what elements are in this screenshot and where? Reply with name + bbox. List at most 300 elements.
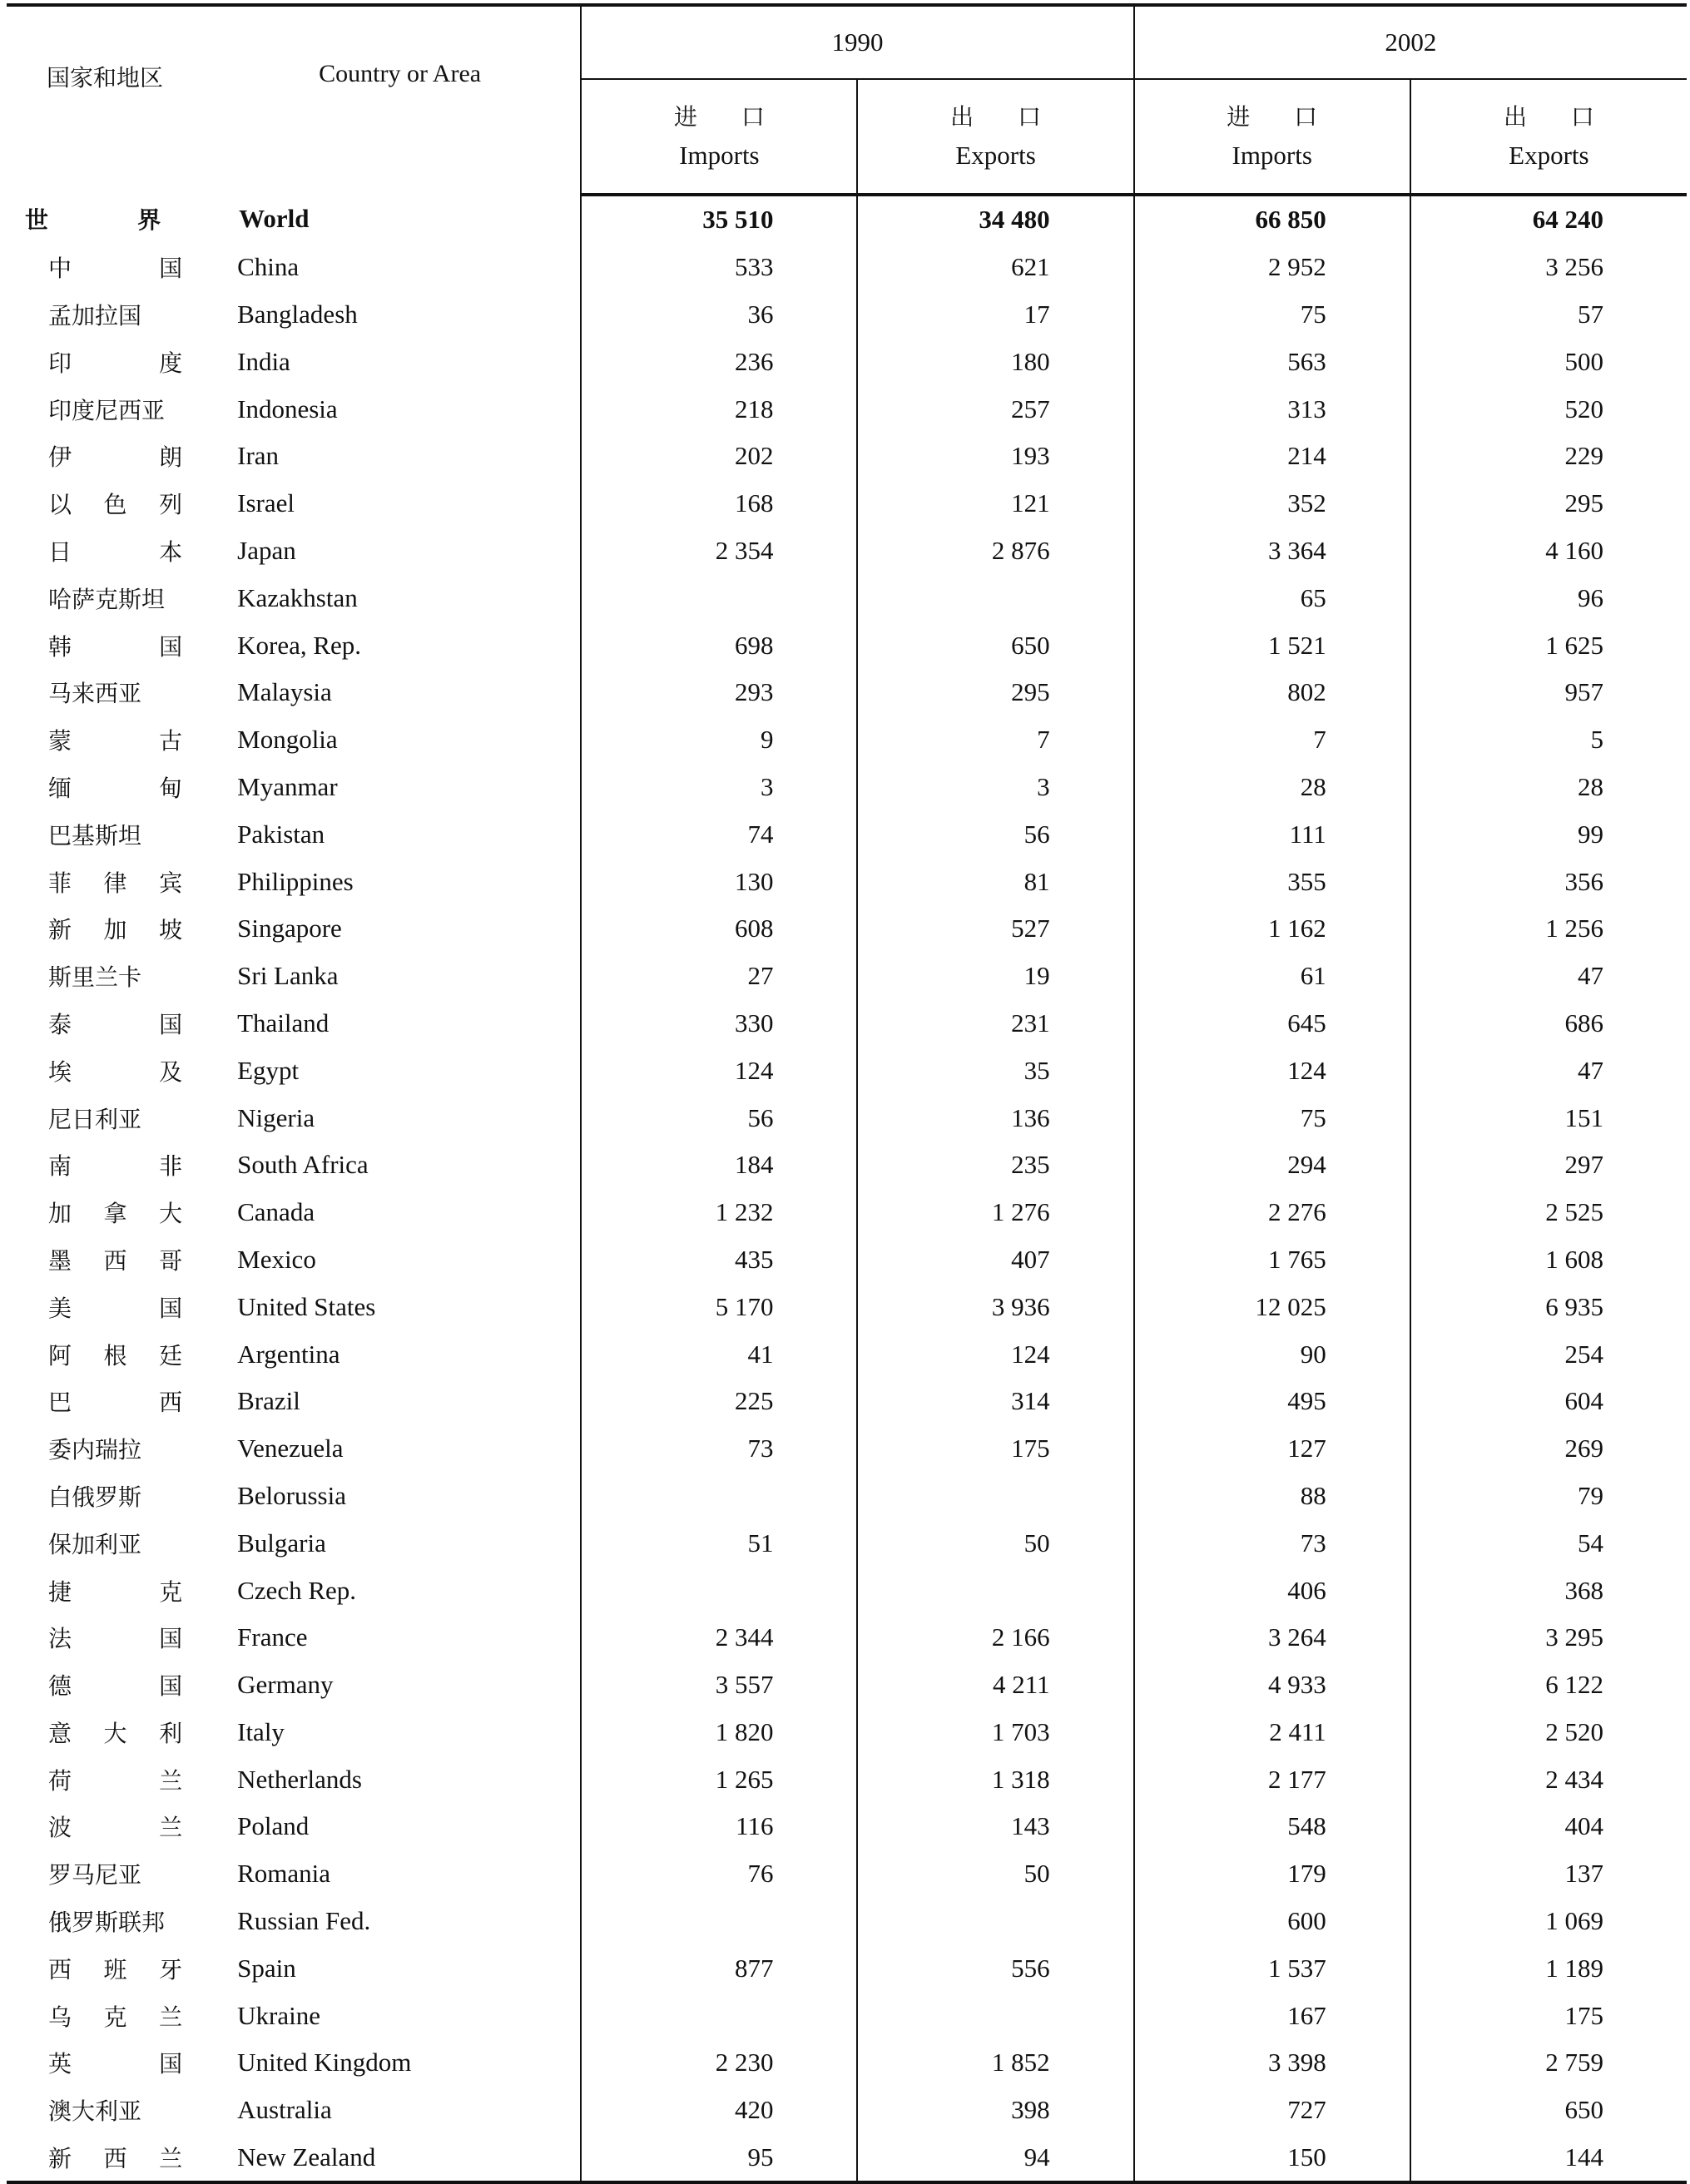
cell-name-en: Egypt	[237, 1055, 300, 1085]
table-row	[7, 1567, 1687, 1614]
cell-imports-1990: 877	[581, 1944, 857, 1992]
cell-exports-2002: 96	[1410, 574, 1687, 622]
cell-name-en: Spain	[237, 1953, 296, 1983]
cell-exports-2002: 269	[1410, 1425, 1687, 1473]
cell-name-cn: 新西兰	[7, 2134, 235, 2183]
cell-name-en: Japan	[237, 535, 296, 565]
cell-exports-1990: 121	[857, 480, 1133, 527]
cell-name-cn: 保加利亚	[48, 1530, 142, 1558]
cell-exports-1990: 2 166	[857, 1614, 1133, 1662]
table-row	[7, 1330, 1687, 1378]
cell-exports-2002: 144	[1410, 2134, 1687, 2183]
cell-imports-1990: 116	[581, 1803, 857, 1850]
cell-exports-1990: 295	[857, 669, 1133, 716]
cell-name-en: Indonesia	[237, 394, 338, 423]
cell-exports-1990: 3 936	[857, 1283, 1133, 1330]
header-exports-1990	[857, 79, 1133, 195]
cell-exports-2002: 79	[1410, 1473, 1687, 1520]
cell-imports-1990	[581, 574, 857, 622]
cell-exports-2002: 99	[1410, 810, 1687, 858]
cell-name-cn: 巴基斯坦	[48, 821, 142, 849]
table-header	[7, 5, 1687, 195]
cell-imports-1990: 36	[581, 291, 857, 339]
table-row	[7, 480, 1687, 527]
table-row	[7, 1473, 1687, 1520]
table-row	[7, 1142, 1687, 1189]
table-row	[7, 1614, 1687, 1662]
cell-imports-2002: 645	[1134, 1000, 1410, 1047]
table-row	[7, 574, 1687, 622]
cell-imports-2002: 355	[1134, 858, 1410, 905]
table-row	[7, 1047, 1687, 1094]
cell-imports-2002: 802	[1134, 669, 1410, 716]
cell-imports-2002: 28	[1134, 764, 1410, 811]
header-row-years	[7, 5, 1687, 79]
cell-imports-1990: 3	[581, 764, 857, 811]
cell-exports-1990: 94	[857, 2134, 1133, 2183]
table-row	[7, 1898, 1687, 1945]
cell-imports-2002: 548	[1134, 1803, 1410, 1850]
cell-name-en: Poland	[237, 1811, 310, 1841]
cell-imports-1990: 130	[581, 858, 857, 905]
cell-imports-1990: 2 354	[581, 527, 857, 575]
cell-imports-1990: 184	[581, 1142, 857, 1189]
cell-imports-1990: 73	[581, 1425, 857, 1473]
cell-name-en: Israel	[237, 488, 295, 518]
cell-imports-2002: 61	[1134, 953, 1410, 1000]
cell-imports-1990: 698	[581, 622, 857, 669]
cell-imports-2002: 65	[1134, 574, 1410, 622]
cell-imports-2002: 214	[1134, 433, 1410, 480]
cell-name-cn: 荷兰	[48, 1766, 183, 1795]
cell-imports-2002: 600	[1134, 1898, 1410, 1945]
cell-exports-1990: 34 480	[857, 195, 1133, 244]
cell-exports-1990	[857, 1567, 1133, 1614]
cell-name-cn: 埃及	[48, 1057, 183, 1086]
cell-name-cn: 韩国	[48, 632, 183, 661]
table-row	[7, 1803, 1687, 1850]
cell-exports-2002: 356	[1410, 858, 1687, 905]
header-year-1990: 1990	[581, 5, 1133, 79]
header-imports-2002	[1134, 79, 1410, 195]
cell-exports-2002: 2 434	[1410, 1756, 1687, 1803]
cell-name-cn: 孟加拉国	[48, 301, 142, 329]
cell-name-cn: 捷克	[48, 1577, 183, 1606]
cell-name-en: United Kingdom	[237, 2048, 412, 2078]
cell-name-en: Italy	[237, 1716, 285, 1746]
header-year-2002: 2002	[1134, 5, 1687, 79]
cell-name-cn: 马来西亚	[48, 680, 142, 708]
cell-name-cn: 菲律宾	[48, 869, 183, 897]
table-row	[7, 669, 1687, 716]
cell-imports-2002: 294	[1134, 1142, 1410, 1189]
table-row	[7, 953, 1687, 1000]
cell-name-en: South Africa	[237, 1150, 369, 1180]
cell-imports-1990: 1 265	[581, 1756, 857, 1803]
cell-exports-1990: 50	[857, 1519, 1133, 1567]
cell-name-en: Venezuela	[237, 1434, 344, 1463]
exports-en-label: Exports	[1509, 141, 1589, 171]
cell-imports-2002: 90	[1134, 1330, 1410, 1378]
cell-exports-1990: 7	[857, 716, 1133, 764]
cell-exports-2002: 175	[1410, 1992, 1687, 2039]
table-row	[7, 291, 1687, 339]
exports-cn-label: 出 口	[1503, 103, 1613, 131]
cell-name-en: Kazakhstan	[237, 582, 358, 612]
cell-imports-2002: 1 521	[1134, 622, 1410, 669]
cell-imports-1990: 533	[581, 244, 857, 291]
cell-name-cn: 墨西哥	[48, 1246, 183, 1275]
table-row	[7, 1378, 1687, 1425]
cell-name-en: Czech Rep.	[237, 1575, 357, 1605]
cell-imports-1990: 420	[581, 2087, 857, 2134]
cell-exports-1990: 2 876	[857, 527, 1133, 575]
table-row	[7, 716, 1687, 764]
header-country-en: Country or Area	[235, 5, 581, 195]
cell-exports-1990	[857, 1473, 1133, 1520]
cell-exports-2002: 3 295	[1410, 1614, 1687, 1662]
cell-exports-1990: 556	[857, 1944, 1133, 1992]
table-row	[7, 622, 1687, 669]
cell-exports-2002: 1 256	[1410, 905, 1687, 953]
cell-exports-1990: 407	[857, 1236, 1133, 1284]
table-row	[7, 2039, 1687, 2087]
cell-imports-2002: 111	[1134, 810, 1410, 858]
table-row	[7, 858, 1687, 905]
cell-imports-1990: 76	[581, 1850, 857, 1898]
cell-name-en: Ukraine	[237, 2000, 320, 2030]
cell-imports-2002: 1 537	[1134, 1944, 1410, 1992]
cell-imports-2002: 2 952	[1134, 244, 1410, 291]
cell-name-cn: 斯里兰卡	[48, 963, 142, 992]
cell-imports-2002: 179	[1134, 1850, 1410, 1898]
cell-name-cn: 南非	[48, 1152, 183, 1181]
table-row	[7, 1662, 1687, 1709]
cell-imports-2002: 127	[1134, 1425, 1410, 1473]
cell-name-cn: 意大利	[48, 1719, 183, 1747]
cell-exports-1990: 314	[857, 1378, 1133, 1425]
cell-imports-1990: 435	[581, 1236, 857, 1284]
cell-name-en: Australia	[237, 2095, 332, 2125]
cell-exports-2002: 686	[1410, 1000, 1687, 1047]
table-row	[7, 1425, 1687, 1473]
table-body	[7, 195, 1687, 2182]
table-row	[7, 1944, 1687, 1992]
cell-imports-1990: 35 510	[581, 195, 857, 244]
cell-exports-1990: 1 852	[857, 2039, 1133, 2087]
exports-cn-label: 出 口	[950, 103, 1060, 131]
cell-imports-2002: 1 765	[1134, 1236, 1410, 1284]
cell-exports-2002: 1 069	[1410, 1898, 1687, 1945]
cell-name-en: Canada	[237, 1197, 315, 1227]
table-row	[7, 764, 1687, 811]
cell-imports-1990: 202	[581, 433, 857, 480]
table-row	[7, 1756, 1687, 1803]
cell-name-cn: 巴西	[48, 1389, 183, 1417]
imports-cn-label: 进 口	[1227, 103, 1336, 131]
cell-exports-1990	[857, 1992, 1133, 2039]
table-row	[7, 244, 1687, 291]
cell-name-cn: 中国	[48, 255, 183, 283]
cell-name-cn: 印度	[48, 349, 183, 377]
cell-imports-1990: 27	[581, 953, 857, 1000]
cell-imports-2002: 563	[1134, 338, 1410, 385]
cell-exports-1990: 35	[857, 1047, 1133, 1094]
cell-exports-1990: 56	[857, 810, 1133, 858]
table-row	[7, 338, 1687, 385]
cell-exports-1990: 398	[857, 2087, 1133, 2134]
header-country-cn: 国家和地区	[7, 5, 235, 195]
cell-imports-2002: 66 850	[1134, 195, 1410, 244]
header-imports-1990	[581, 79, 857, 195]
cell-name-cn: 乌克兰	[48, 2003, 183, 2031]
cell-exports-1990: 50	[857, 1850, 1133, 1898]
cell-name-en: Pakistan	[237, 819, 325, 849]
cell-imports-1990: 236	[581, 338, 857, 385]
cell-imports-1990: 168	[581, 480, 857, 527]
cell-name-cn: 新加坡	[48, 916, 183, 944]
cell-exports-2002: 57	[1410, 291, 1687, 339]
cell-name-en: China	[237, 252, 300, 282]
cell-name-cn: 尼日利亚	[48, 1105, 142, 1133]
cell-exports-2002: 254	[1410, 1330, 1687, 1378]
cell-exports-1990: 17	[857, 291, 1133, 339]
cell-name-en: Belorussia	[237, 1480, 346, 1510]
cell-exports-1990: 1 276	[857, 1189, 1133, 1236]
cell-imports-2002: 73	[1134, 1519, 1410, 1567]
cell-exports-1990: 175	[857, 1425, 1133, 1473]
cell-imports-2002: 88	[1134, 1473, 1410, 1520]
cell-name-en: Germany	[237, 1670, 334, 1700]
cell-name-cn: 西班牙	[48, 1955, 183, 1983]
table-row	[7, 527, 1687, 575]
cell-exports-1990: 180	[857, 338, 1133, 385]
cell-exports-1990: 235	[857, 1142, 1133, 1189]
table-row-world	[7, 195, 1687, 244]
table-row	[7, 1992, 1687, 2039]
cell-name-cn: 蒙古	[48, 727, 183, 755]
cell-name-cn: 以色列	[48, 491, 183, 519]
cell-name-cn: 德国	[48, 1672, 183, 1701]
table-row	[7, 1000, 1687, 1047]
cell-name-en: Nigeria	[237, 1102, 315, 1132]
cell-name-cn: 阿根廷	[48, 1341, 183, 1369]
cell-imports-2002: 1 162	[1134, 905, 1410, 953]
cell-exports-2002: 650	[1410, 2087, 1687, 2134]
cell-exports-1990: 621	[857, 244, 1133, 291]
cell-imports-1990: 41	[581, 1330, 857, 1378]
cell-name-cn: 加拿大	[48, 1200, 183, 1228]
cell-exports-2002: 4 160	[1410, 527, 1687, 575]
cell-name-cn: 伊朗	[48, 443, 183, 472]
cell-exports-1990	[857, 1898, 1133, 1945]
cell-imports-2002: 167	[1134, 1992, 1410, 2039]
cell-exports-2002: 6 935	[1410, 1283, 1687, 1330]
cell-exports-2002: 47	[1410, 953, 1687, 1000]
cell-exports-2002: 28	[1410, 764, 1687, 811]
cell-name-en: Myanmar	[237, 771, 338, 801]
cell-exports-2002: 368	[1410, 1567, 1687, 1614]
cell-name-en: Sri Lanka	[237, 961, 339, 991]
cell-name-cn: 美国	[48, 1294, 183, 1322]
cell-imports-1990: 51	[581, 1519, 857, 1567]
cell-imports-1990: 2 230	[581, 2039, 857, 2087]
cell-imports-2002: 7	[1134, 716, 1410, 764]
cell-name-cn: 波兰	[48, 1814, 183, 1842]
cell-exports-2002: 5	[1410, 716, 1687, 764]
cell-imports-2002: 3 264	[1134, 1614, 1410, 1662]
cell-exports-2002: 137	[1410, 1850, 1687, 1898]
table-row	[7, 1850, 1687, 1898]
table-row	[7, 810, 1687, 858]
table-row	[7, 1709, 1687, 1756]
cell-exports-2002: 520	[1410, 385, 1687, 433]
cell-exports-2002: 3 256	[1410, 244, 1687, 291]
cell-imports-2002: 124	[1134, 1047, 1410, 1094]
cell-imports-2002: 2 177	[1134, 1756, 1410, 1803]
cell-name-cn: 法国	[48, 1625, 183, 1653]
cell-imports-1990: 5 170	[581, 1283, 857, 1330]
cell-name-en: New Zealand	[235, 2134, 581, 2183]
table-row	[7, 2134, 1687, 2183]
cell-imports-1990: 9	[581, 716, 857, 764]
cell-name-cn: 日本	[48, 537, 183, 566]
cell-exports-2002: 295	[1410, 480, 1687, 527]
cell-name-en: Netherlands	[237, 1764, 362, 1794]
cell-imports-1990: 3 557	[581, 1662, 857, 1709]
cell-exports-2002: 1 625	[1410, 622, 1687, 669]
cell-exports-1990: 1 318	[857, 1756, 1133, 1803]
cell-exports-1990: 257	[857, 385, 1133, 433]
cell-name-cn: 世界	[25, 206, 161, 235]
cell-exports-2002: 64 240	[1410, 195, 1687, 244]
cell-imports-2002: 3 364	[1134, 527, 1410, 575]
table-row	[7, 1189, 1687, 1236]
cell-exports-1990: 3	[857, 764, 1133, 811]
cell-exports-2002: 297	[1410, 1142, 1687, 1189]
cell-imports-2002: 495	[1134, 1378, 1410, 1425]
cell-imports-1990: 330	[581, 1000, 857, 1047]
cell-exports-2002: 500	[1410, 338, 1687, 385]
cell-imports-2002: 313	[1134, 385, 1410, 433]
cell-exports-1990: 19	[857, 953, 1133, 1000]
cell-name-cn: 印度尼西亚	[48, 396, 166, 424]
cell-name-en: Bangladesh	[237, 299, 358, 329]
cell-exports-2002: 2 759	[1410, 2039, 1687, 2087]
cell-exports-2002: 604	[1410, 1378, 1687, 1425]
cell-name-en: India	[237, 346, 290, 376]
trade-table	[7, 3, 1687, 2184]
cell-name-en: Argentina	[237, 1339, 340, 1369]
cell-imports-1990	[581, 1992, 857, 2039]
imports-en-label: Imports	[679, 141, 760, 171]
cell-imports-1990	[581, 1898, 857, 1945]
cell-imports-1990: 56	[581, 1094, 857, 1142]
table-row	[7, 1283, 1687, 1330]
cell-name-cn: 缅甸	[48, 774, 183, 802]
cell-exports-1990: 136	[857, 1094, 1133, 1142]
cell-name-en: Brazil	[237, 1386, 300, 1416]
cell-exports-2002: 957	[1410, 669, 1687, 716]
cell-imports-1990: 95	[581, 2134, 857, 2183]
cell-name-cn: 罗马尼亚	[48, 1861, 142, 1889]
cell-name-cn: 俄罗斯联邦	[48, 1909, 166, 1937]
cell-name-en: Russian Fed.	[237, 1906, 371, 1936]
cell-exports-2002: 1 189	[1410, 1944, 1687, 1992]
table-row	[7, 905, 1687, 953]
cell-imports-1990	[581, 1473, 857, 1520]
cell-name-en: Romania	[237, 1859, 331, 1889]
cell-imports-2002: 406	[1134, 1567, 1410, 1614]
cell-name-en: France	[237, 1622, 308, 1652]
cell-exports-2002: 54	[1410, 1519, 1687, 1567]
table-row	[7, 1094, 1687, 1142]
cell-name-cn: 白俄罗斯	[48, 1483, 142, 1511]
cell-imports-2002: 4 933	[1134, 1662, 1410, 1709]
cell-imports-2002: 2 411	[1134, 1709, 1410, 1756]
cell-imports-1990: 124	[581, 1047, 857, 1094]
cell-imports-2002: 12 025	[1134, 1283, 1410, 1330]
cell-name-cn: 委内瑞拉	[48, 1436, 142, 1464]
cell-imports-1990: 1 820	[581, 1709, 857, 1756]
cell-exports-2002: 2 525	[1410, 1189, 1687, 1236]
cell-name-en: Iran	[237, 441, 280, 471]
cell-imports-1990	[581, 1567, 857, 1614]
table-row	[7, 1519, 1687, 1567]
cell-exports-2002: 47	[1410, 1047, 1687, 1094]
cell-name-cn: 英国	[48, 2050, 183, 2078]
cell-name-en: Philippines	[237, 866, 354, 896]
cell-name-cn: 澳大利亚	[48, 2097, 142, 2126]
cell-exports-2002: 1 608	[1410, 1236, 1687, 1284]
cell-exports-2002: 6 122	[1410, 1662, 1687, 1709]
cell-imports-2002: 727	[1134, 2087, 1410, 2134]
cell-name-en: Korea, Rep.	[237, 630, 362, 660]
cell-exports-1990: 81	[857, 858, 1133, 905]
cell-exports-1990: 193	[857, 433, 1133, 480]
table-row	[7, 2087, 1687, 2134]
cell-imports-2002: 352	[1134, 480, 1410, 527]
imports-cn-label: 进 口	[673, 103, 783, 131]
cell-exports-1990: 527	[857, 905, 1133, 953]
cell-exports-1990: 124	[857, 1330, 1133, 1378]
cell-name-en: Mongolia	[237, 725, 338, 755]
cell-exports-1990: 231	[857, 1000, 1133, 1047]
cell-exports-2002: 229	[1410, 433, 1687, 480]
cell-exports-2002: 151	[1410, 1094, 1687, 1142]
cell-imports-2002: 75	[1134, 1094, 1410, 1142]
cell-name-en: Mexico	[237, 1244, 316, 1274]
table-row	[7, 433, 1687, 480]
cell-name-cn: 哈萨克斯坦	[48, 585, 166, 613]
cell-imports-1990: 1 232	[581, 1189, 857, 1236]
cell-imports-1990: 293	[581, 669, 857, 716]
cell-name-en: Thailand	[237, 1008, 330, 1038]
cell-imports-1990: 225	[581, 1378, 857, 1425]
cell-exports-1990	[857, 574, 1133, 622]
header-exports-2002	[1410, 79, 1687, 195]
cell-name-en: Bulgaria	[237, 1528, 326, 1558]
cell-imports-2002: 75	[1134, 291, 1410, 339]
cell-imports-1990: 218	[581, 385, 857, 433]
cell-exports-1990: 143	[857, 1803, 1133, 1850]
cell-exports-1990: 1 703	[857, 1709, 1133, 1756]
cell-exports-2002: 2 520	[1410, 1709, 1687, 1756]
cell-imports-1990: 74	[581, 810, 857, 858]
cell-exports-1990: 650	[857, 622, 1133, 669]
table-row	[7, 1236, 1687, 1284]
imports-en-label: Imports	[1232, 141, 1312, 171]
